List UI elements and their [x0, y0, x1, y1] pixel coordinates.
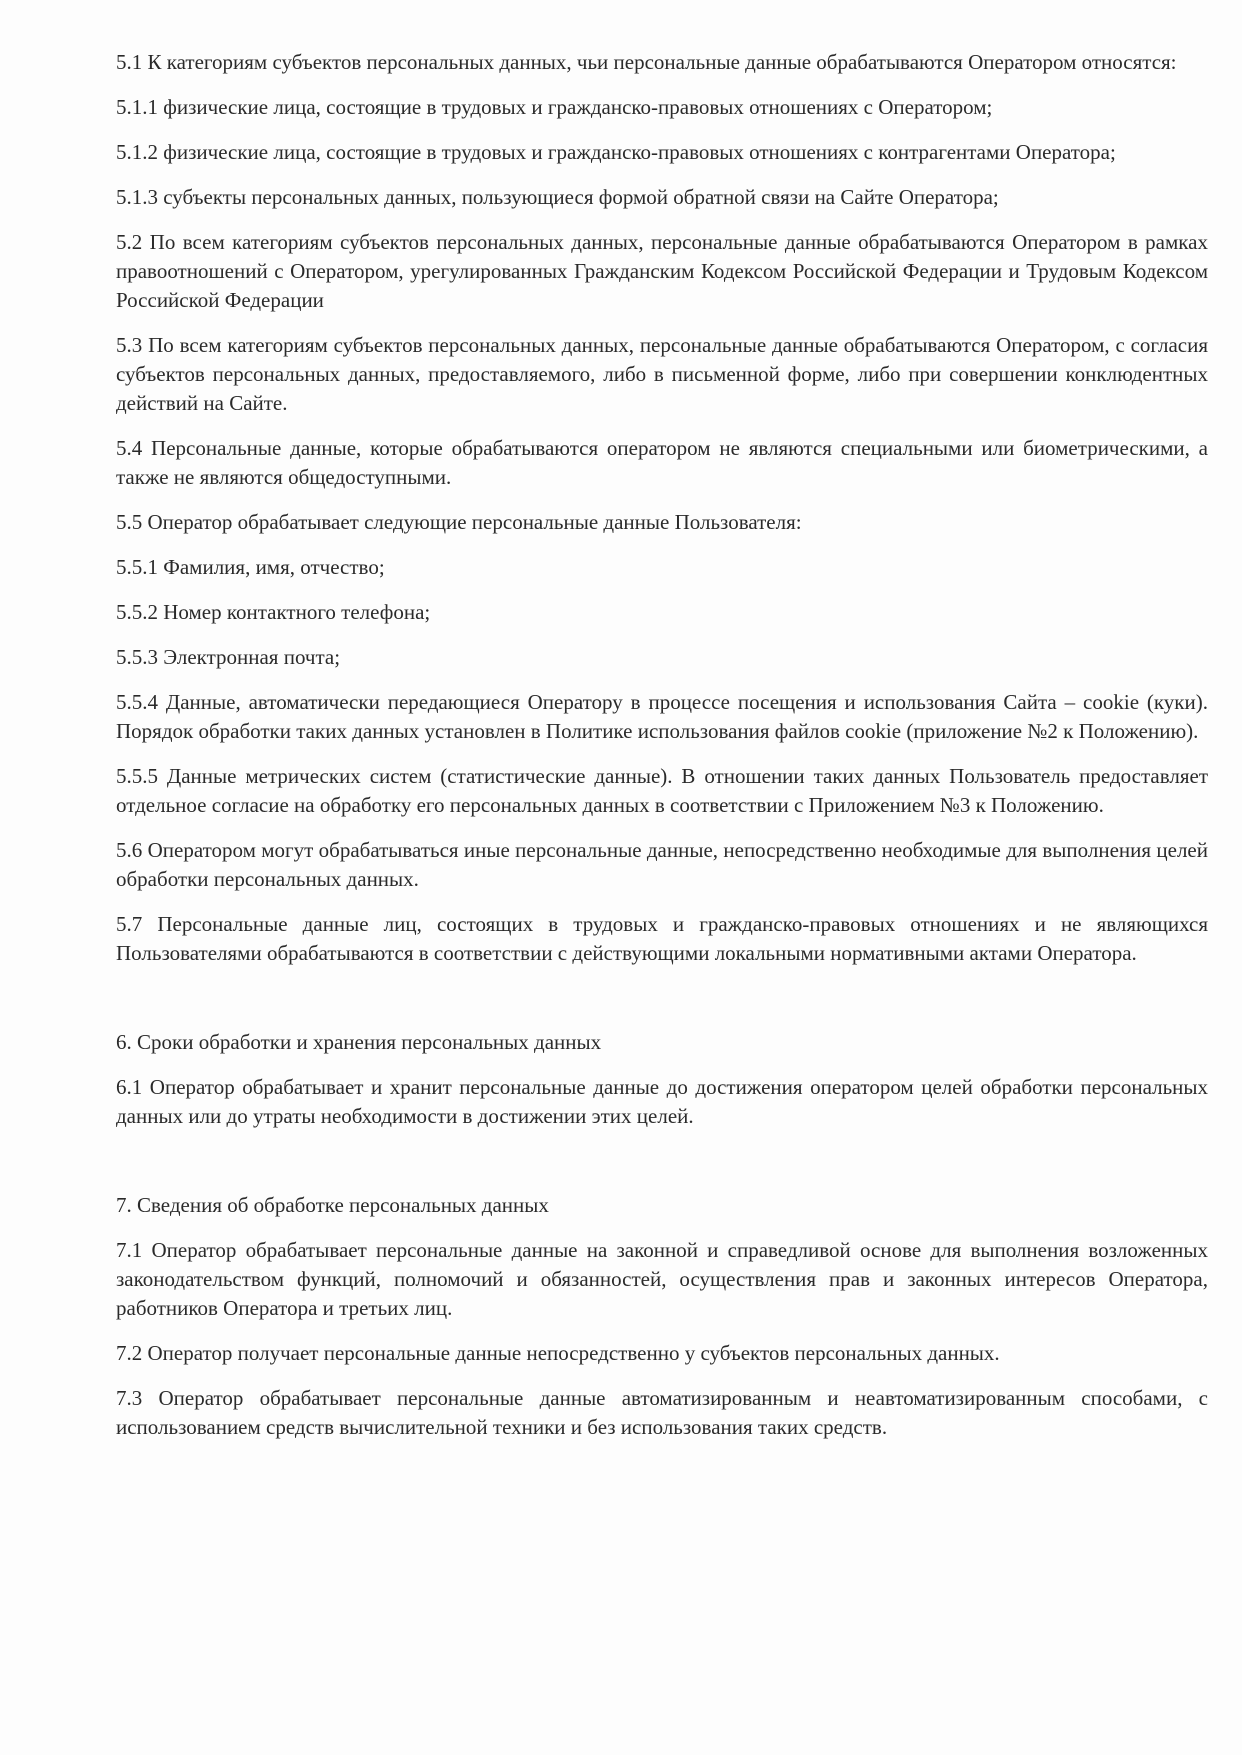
paragraph-5-4: 5.4 Персональные данные, которые обрабатываются оператором не являются специальными или биометрическими, а также не являются общедоступными. — [116, 436, 1208, 489]
paragraph-5-1-3: 5.1.3 субъекты персональных данных, пользующиеся формой обратной связи на Сайте Оператора; — [116, 185, 999, 209]
section-7-heading: 7. Сведения об обработке персональных данных — [116, 1193, 549, 1217]
paragraph-5-5-1: 5.5.1 Фамилия, имя, отчество; — [116, 555, 385, 579]
document-body — [116, 48, 1208, 1458]
section-spacer — [116, 984, 1208, 1028]
paragraph-5-2: 5.2 По всем категориям субъектов персональных данных, персональные данные обрабатываются Оператором в рамках правоотношений с Оператором, урегулированных Гражданским Кодексом Российской Федерации и Трудовым Кодексом Российской Федерации — [116, 230, 1208, 312]
paragraph-5-5-3: 5.5.3 Электронная почта; — [116, 645, 341, 669]
paragraph-7-3: 7.3 Оператор обрабатывает персональные данные автоматизированным и неавтоматизированным способами, с использованием средств вычислительной техники и без использования таких средств. — [116, 1386, 1208, 1439]
paragraph-7-1: 7.1 Оператор обрабатывает персональные данные на законной и справедливой основе для выполнения возложенных законодательством функций, полномочий и обязанностей, осуществления прав и законных интересов Оператора, работников Оператора и третьих лиц. — [116, 1238, 1208, 1320]
paragraph-5-5-4: 5.5.4 Данные, автоматически передающиеся Оператору в процессе посещения и использования Сайта – cookie (куки). Порядок обработки таких данных установлен в Политике использования файлов cookie (приложение №2 к Положению). — [116, 690, 1208, 743]
paragraph-5-1-1: 5.1.1 физические лица, состоящие в трудовых и гражданско-правовых отношениях с Оператором; — [116, 95, 993, 119]
paragraph-5-3: 5.3 По всем категориям субъектов персональных данных, персональные данные обрабатываются Оператором, с согласия субъектов персональных данных, предоставляемого, либо в письменной форме, либо при совершении конклюдентных действий на Сайте. — [116, 333, 1208, 415]
paragraph-5-6: 5.6 Оператором могут обрабатываться иные персональные данные, непосредственно необходимые для выполнения целей обработки персональных данных. — [116, 838, 1208, 891]
section-6-heading: 6. Сроки обработки и хранения персональных данных — [116, 1030, 602, 1054]
section-spacer — [116, 1147, 1208, 1191]
paragraph-6-1: 6.1 Оператор обрабатывает и хранит персональные данные до достижения оператором целей обработки персональных данных или до утраты необходимости в достижении этих целей. — [116, 1075, 1208, 1128]
paragraph-5-5-5: 5.5.5 Данные метрических систем (статистические данные). В отношении таких данных Пользователь предоставляет отдельное согласие на обработку его персональных данных в соответствии с Приложением №3 к Положению. — [116, 764, 1208, 817]
paragraph-5-5-2: 5.5.2 Номер контактного телефона; — [116, 600, 431, 624]
paragraph-5-1-2: 5.1.2 физические лица, состоящие в трудовых и гражданско-правовых отношениях с контрагентами Оператора; — [116, 140, 1116, 164]
paragraph-7-2: 7.2 Оператор получает персональные данные непосредственно у субъектов персональных данных. — [116, 1341, 1000, 1365]
paragraph-5-7: 5.7 Персональные данные лиц, состоящих в трудовых и гражданско-правовых отношениях и не являющихся Пользователями обрабатываются в соответствии с действующими локальными нормативными актами Оператора. — [116, 912, 1208, 965]
paragraph-5-1: 5.1 К категориям субъектов персональных данных, чьи персональные данные обрабатываются Оператором относятся: — [116, 50, 1177, 74]
paragraph-5-5: 5.5 Оператор обрабатывает следующие персональные данные Пользователя: — [116, 510, 802, 534]
